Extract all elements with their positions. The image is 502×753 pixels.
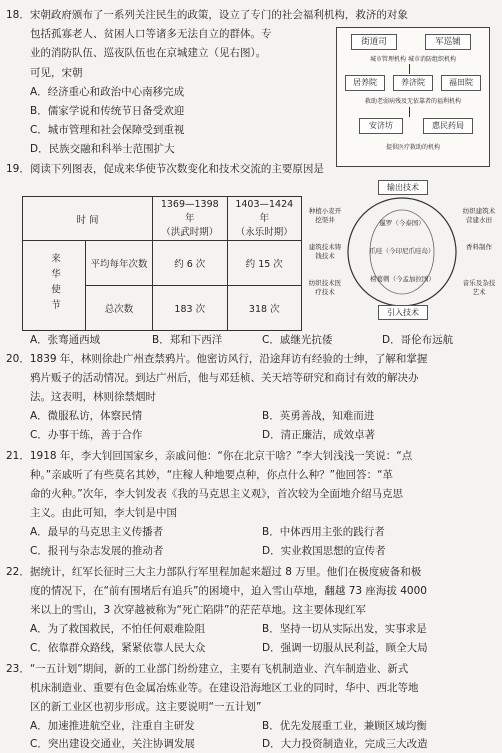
q23-option-c[interactable]: C．突出建设交通业，关注协调发展 <box>30 738 195 750</box>
q22-stem-line-2: 度的情况下，在“前有围堵后有追兵”的困境中，迫入雪山草地，翻越 73 座海拔 4000 <box>30 585 427 597</box>
q18-stem-line-4: 可见，宋朝 <box>30 67 83 79</box>
q20-option-d[interactable]: D．清正廉洁，成效卓著 <box>262 429 376 441</box>
fig-box-street-office: 街道司 <box>351 34 397 50</box>
q21-stem-line-1: 21．1918 年，李大钊回国家乡，亲戚问他：“你在北京干啥？”李大钊浅浅一笑说：“点 <box>6 450 413 462</box>
q23-stem-line-2: 机床制造业、重要有色金属冶炼业等。在建设沿海地区工业的同时，华中、西北等地 <box>30 682 419 694</box>
fig-box-fire-patrol: 军巡铺 <box>425 34 471 50</box>
fig-caption-top: 城市管理机构 城市消防组织机构 <box>370 56 456 63</box>
q18-stem-line-2: 包括孤寡老人、贫困人口等诸多无法自立的群体。专 <box>30 28 272 40</box>
table-header-time: 时 间 <box>23 197 153 241</box>
q23-stem-line-3: 区的新工业区也初步形成。这主要说明“一五计划” <box>30 701 262 713</box>
fig-arrow-2 <box>409 107 410 117</box>
q20-stem-line-1: 20．1839 年，林则徐赴广州查禁鸦片。他密访风行，沿途拜访有经验的士绅，了解和掌握 <box>6 353 428 365</box>
q20-stem-line-2: 鸦片贩子的活动情况。到达广州后，他与邓廷桢、关天培等研究和商讨有效的解决办 <box>30 372 419 384</box>
q21-stem-line-4: 主义。由此可知，李大钊是中国 <box>30 507 177 519</box>
diagram-left-2: 建筑技术铸钱技术 <box>308 243 342 260</box>
diagram-left-3: 纺织技术医疗技术 <box>308 279 342 296</box>
q22-option-d[interactable]: D．强调一切服从民利益，顾全大局 <box>262 642 428 654</box>
q21-option-b[interactable]: B．中体西用主张的践行者 <box>262 526 385 538</box>
table-cell-total-hongwu: 183 次 <box>153 286 228 331</box>
diagram-center-2: 爪哇（今印尼爪哇岛） <box>369 247 435 255</box>
diagram-center-3: 榜葛剌（今孟加拉国） <box>370 275 435 283</box>
diagram-right-2: 香料制作 <box>466 243 492 251</box>
q22-stem-line-1: 22．据统计，红军长征时三大主力部队行军里程加起来超过 8 万里。他们在极度疲备和极 <box>6 566 422 578</box>
fig-box-futian: 福田院 <box>441 75 481 91</box>
q18-figure <box>336 27 490 167</box>
q18-option-d[interactable]: D．民族交融和科举士范围扩大 <box>30 143 175 155</box>
q22-option-a[interactable]: A．为了救国救民，不怕任何艰难险阻 <box>30 623 206 635</box>
q21-option-c[interactable]: C．报刊与杂志发展的推动者 <box>30 545 164 557</box>
diagram-left-1: 种植小麦开挖渠井 <box>308 207 342 224</box>
table-row-label-avg: 平均每年次数 <box>86 241 153 286</box>
q20-option-c[interactable]: C．办事干练，善于合作 <box>30 429 143 441</box>
q19-tech-diagram <box>306 180 498 320</box>
q20-stem-line-3: 法。这表明，林则徐禁烟时 <box>30 391 156 403</box>
fig-box-yangji: 养济院 <box>393 75 433 91</box>
table-cell-avg-yongle: 约 15 次 <box>227 241 302 286</box>
q22-option-c[interactable]: C．依靠群众路线，紧紧依靠人民大众 <box>30 642 206 654</box>
diagram-right-3: 音乐及杂技艺术 <box>462 279 496 296</box>
fig-box-juyang: 居养院 <box>345 75 385 91</box>
q20-option-a[interactable]: A．微服私访，体察民情 <box>30 410 143 422</box>
q23-option-b[interactable]: B．优先发展重工业，兼顾区域均衡 <box>262 720 427 732</box>
q18-option-c[interactable]: C．城市管理和社会保障受到重视 <box>30 124 185 136</box>
q18-stem-line-1: 18．宋朝政府颁布了一系列关注民生的政策，设立了专门的社会福利机构，救济的对象 <box>6 9 408 21</box>
diagram-center-1: 暹罗（今泰国） <box>379 219 425 227</box>
q20-option-b[interactable]: B．英勇善战，知难而进 <box>262 410 375 422</box>
q22-option-b[interactable]: B．坚持一切从实际出发，实事求是 <box>262 623 427 635</box>
q23-option-d[interactable]: D．大力投资制造业，完成三大改造 <box>262 738 428 750</box>
q19-envoy-table <box>22 196 302 331</box>
fig-caption-bottom: 提供医疗救助的机构 <box>385 144 440 151</box>
q19-option-d[interactable]: D．哥伦布远航 <box>382 334 454 346</box>
q21-stem-line-3: 命的火种。”次年，李大钊发表《我的马克思主义观》，首次较为全面地介绍马克思 <box>30 488 403 500</box>
q22-stem-line-3: 米以上的雪山，3 次穿越被称为“死亡陷阱”的茫茫草地。这主要体现红军 <box>30 604 366 616</box>
table-header-hongwu: 1369—1398 年 （洪武时期） <box>153 197 228 241</box>
q21-option-d[interactable]: D．实业救国思想的宣传者 <box>262 545 386 557</box>
fig-box-anji: 安济坊 <box>359 118 403 134</box>
diagram-right-1: 纺织建筑术营建水田 <box>462 207 496 224</box>
table-header-yongle: 1403—1424 年 （永乐时期） <box>227 197 302 241</box>
fig-box-huimin: 惠民药局 <box>423 118 473 134</box>
table-cell-total-yongle: 318 次 <box>227 286 302 331</box>
table-cell-avg-hongwu: 约 6 次 <box>153 241 228 286</box>
diagram-output-label: 输出技术 <box>378 180 428 195</box>
table-row-label-total: 总次数 <box>86 286 153 331</box>
q19-option-a[interactable]: A．张骞通西域 <box>30 334 101 346</box>
q19-option-c[interactable]: C．戚继光抗倭 <box>262 334 333 346</box>
q19-stem: 19．阅读下列图表，促成来华使节次数变化和技术交流的主要原因是 <box>6 163 324 175</box>
q21-stem-line-2: 种。”亲戚听了有些莫名其妙，“庄稼人种地要点种，你点什么种？”他回答：“革 <box>30 469 394 481</box>
q18-option-a[interactable]: A．经济重心和政治中心南移完成 <box>30 86 185 98</box>
table-row-group-envoys: 来华使节 <box>23 241 86 331</box>
diagram-input-label: 引入技术 <box>378 305 428 320</box>
q18-stem-line-3: 业的消防队伍、巡夜队伍也在京城建立（见右图）。 <box>30 47 267 59</box>
fig-arrow-1 <box>409 64 410 74</box>
q21-option-a[interactable]: A．最早的马克思主义传播者 <box>30 526 164 538</box>
q23-option-a[interactable]: A．加速推进航空业，注重自主研发 <box>30 720 195 732</box>
fig-caption-mid: 救助老弱病残及无依靠者的福利机构 <box>364 98 461 105</box>
q19-option-b[interactable]: B．郑和下西洋 <box>152 334 223 346</box>
q23-stem-line-1: 23．“一五计划”期间，新的工业部门纷纷建立，主要有飞机制造业、汽车制造业、新式 <box>6 663 409 675</box>
q18-option-b[interactable]: B．儒家学说和传统节日备受欢迎 <box>30 105 185 117</box>
